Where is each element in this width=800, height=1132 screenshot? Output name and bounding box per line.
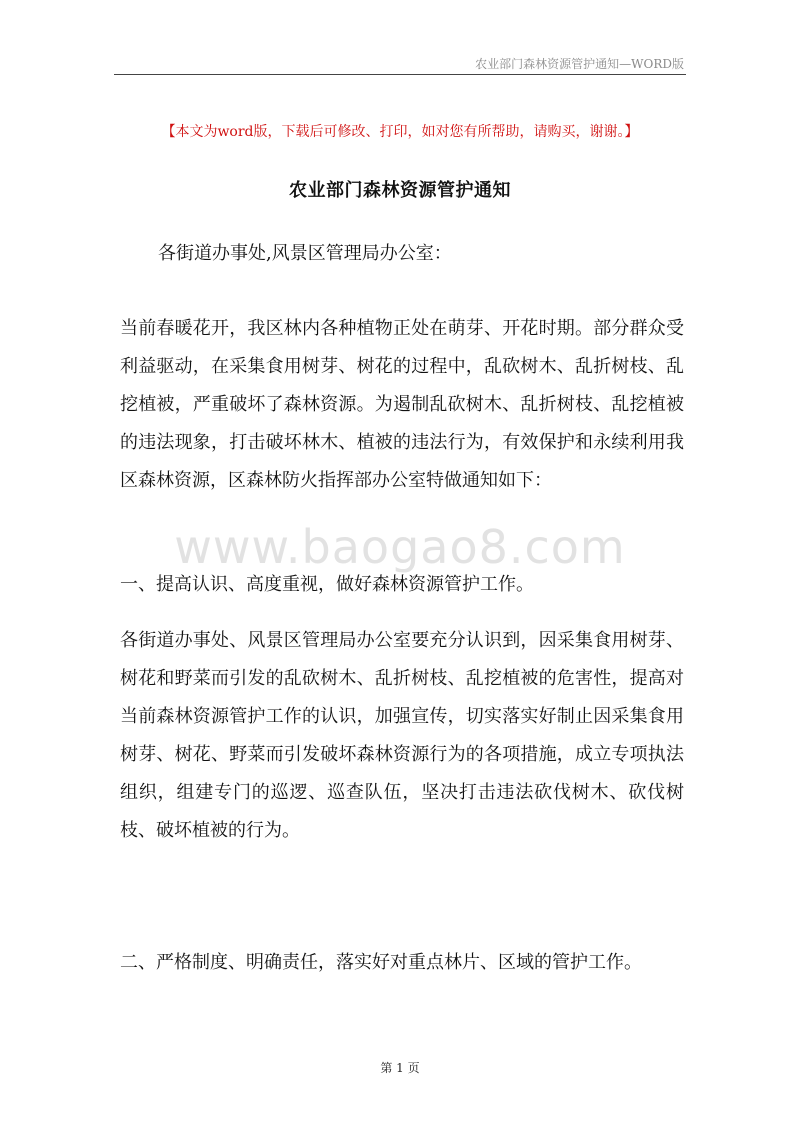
running-header: 农业部门森林资源管护通知—WORD版 bbox=[475, 57, 684, 71]
header-divider bbox=[114, 74, 686, 75]
watermark: www.baogao8.com bbox=[174, 520, 626, 574]
section-heading-1: 一、提高认识、高度重视，做好森林资源管护工作。 bbox=[120, 574, 534, 595]
page-number: 第 1 页 bbox=[380, 1061, 420, 1075]
document-title: 农业部门森林资源管护通知 bbox=[289, 180, 511, 201]
section-heading-2: 二、严格制度、明确责任，落实好对重点林片、区域的管护工作。 bbox=[120, 952, 642, 973]
purchase-notice: 【本文为word版，下载后可修改、打印，如对您有所帮助，请购买，谢谢。】 bbox=[161, 124, 639, 140]
salutation: 各街道办事处,风景区管理局办公室： bbox=[158, 243, 452, 264]
body-paragraph-2: 各街道办事处、风景区管理局办公室要充分认识到，因采集食用树芽、树花和野菜而引发的乱砍树木、乱折树枝、乱挖植被的危害性，提高对当前森林资源管护工作的认识，加强宣传，切实落实好制止因采集食用树芽、树花、野菜而引发破坏森林资源行为的各项措施，成立专项执法组织，组建专门的巡逻、巡查队伍，坚决打击违法砍伐树木、砍伐树枝、破坏植被的行为。 bbox=[120, 630, 684, 841]
body-paragraph-1: 当前春暖花开，我区林内各种植物正处在萌芽、开花时期。部分群众受利益驱动，在采集食用树芽、树花的过程中，乱砍树木、乱折树枝、乱挖植被，严重破坏了森林资源。为遏制乱砍树木、乱折树枝、乱挖植被的违法现象，打击破坏林木、植被的违法行为，有效保护和永续利用我区森林资源，区森林防火指挥部办公室特做通知如下： bbox=[120, 318, 684, 491]
